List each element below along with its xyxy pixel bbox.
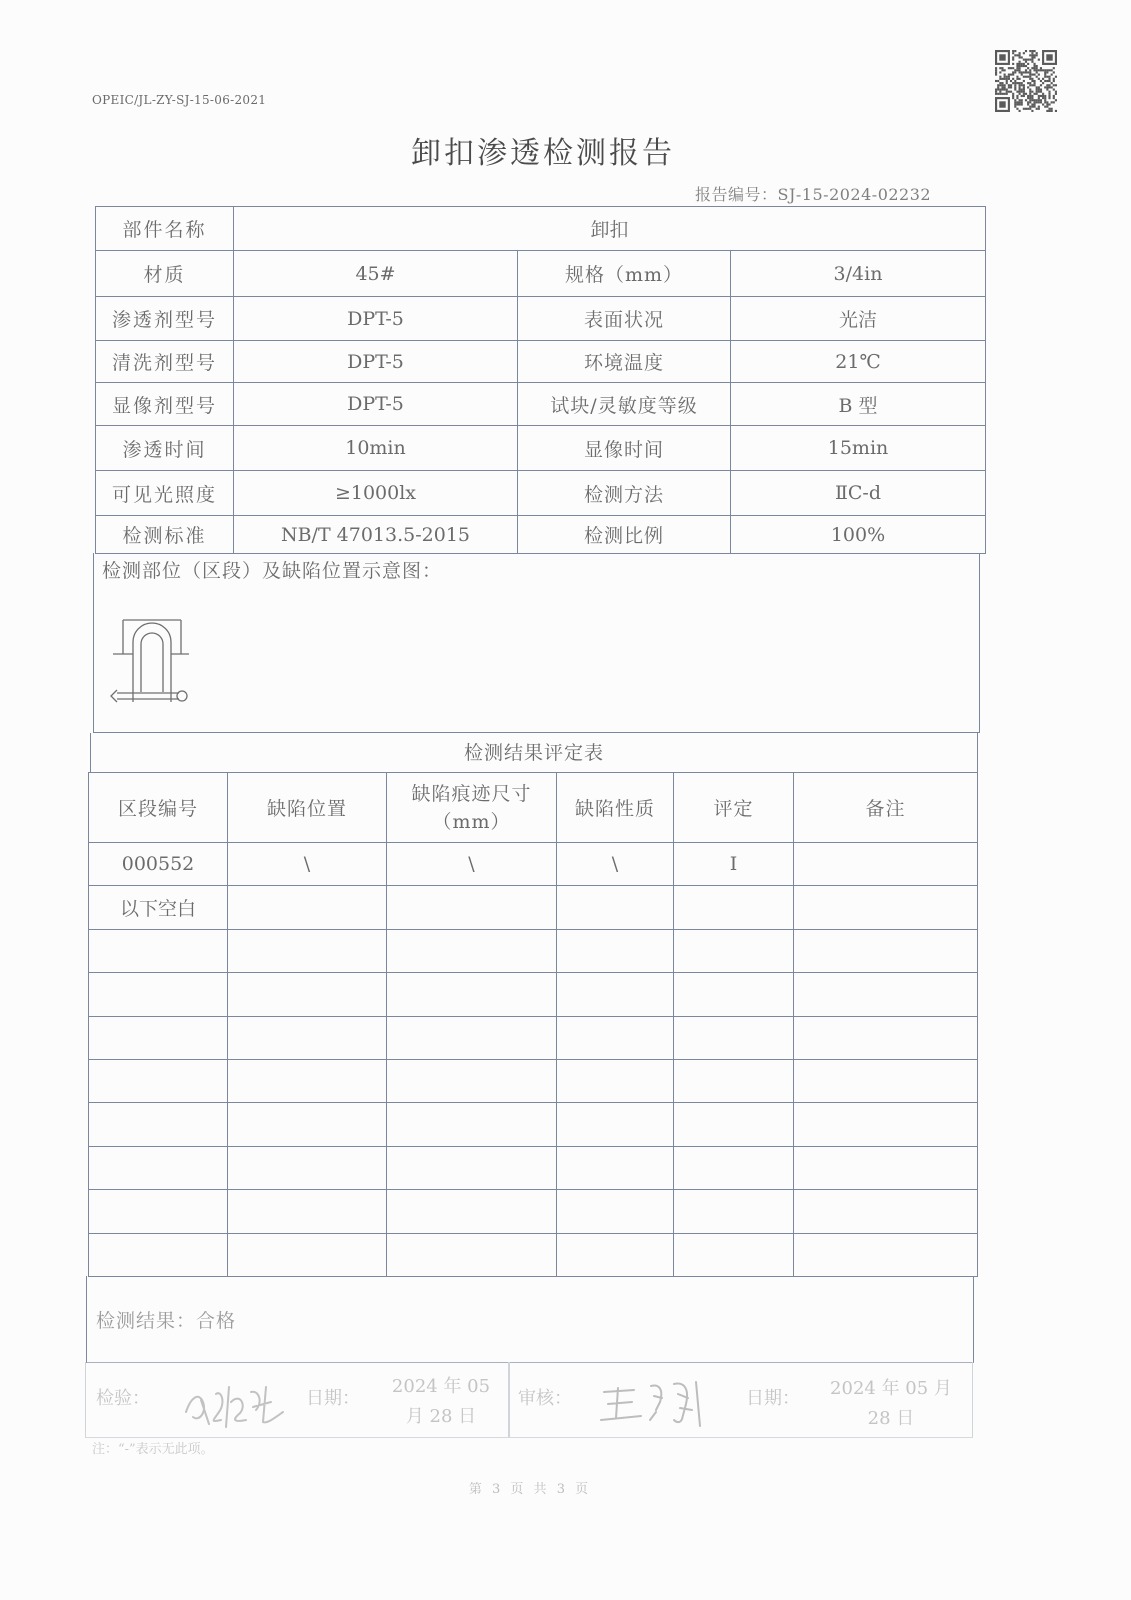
cell-defect-size: \ <box>387 843 557 886</box>
blank-cell <box>387 1146 557 1189</box>
info-row <box>96 471 986 516</box>
developer-model-label: 显像剂型号 <box>96 383 234 426</box>
conclusion-section <box>86 1276 974 1363</box>
info-row <box>96 383 986 426</box>
page-number: 第 3 页 共 3 页 <box>468 1482 592 1497</box>
surface-condition-label: 表面状况 <box>518 297 731 341</box>
blank-cell <box>794 973 978 1016</box>
blank-cell <box>228 973 387 1016</box>
info-row <box>96 297 986 341</box>
form-code: OPEIC/JL-ZY-SJ-15-06-2021 <box>92 93 267 107</box>
blank-cell <box>674 1059 794 1102</box>
illuminance-label: 可见光照度 <box>96 471 234 516</box>
signoff-divider <box>508 1362 510 1437</box>
blank-cell <box>557 929 674 972</box>
header-defect-location: 缺陷位置 <box>228 773 387 843</box>
blank-row <box>89 973 978 1016</box>
blank-cell <box>387 1016 557 1059</box>
blank-cell <box>557 973 674 1016</box>
blank-cell <box>89 1233 228 1276</box>
ambient-temperature-label: 环境温度 <box>518 341 731 383</box>
blank-cell <box>89 1059 228 1102</box>
material-label: 材质 <box>96 251 234 297</box>
inspector-date-line1: 2024 年 05 <box>391 1376 491 1397</box>
results-header-row <box>89 773 978 843</box>
reviewer-signature <box>596 1374 711 1429</box>
blank-row <box>89 1016 978 1059</box>
cell-remarks <box>794 886 978 929</box>
header-segment-no: 区段编号 <box>89 773 228 843</box>
header-defect-size <box>387 773 557 843</box>
test-method-label: 检测方法 <box>518 471 731 516</box>
material-value: 45# <box>234 251 518 297</box>
blank-cell <box>387 1190 557 1233</box>
penetrant-model-value: DPT-5 <box>234 297 518 341</box>
blank-cell <box>674 1103 794 1146</box>
blank-cell <box>387 1103 557 1146</box>
report-number <box>695 182 931 205</box>
conclusion-value: 合格 <box>196 1310 237 1332</box>
developer-model-value: DPT-5 <box>234 383 518 426</box>
part-name-value: 卸扣 <box>234 207 986 251</box>
blank-cell <box>794 1233 978 1276</box>
reviewer-date-label: 日期： <box>746 1388 800 1409</box>
info-row <box>96 516 986 554</box>
blank-cell <box>557 1190 674 1233</box>
blank-cell <box>387 1233 557 1276</box>
test-method-value: ⅡC-d <box>731 471 986 516</box>
blank-cell <box>89 1190 228 1233</box>
blank-cell <box>674 1190 794 1233</box>
blank-row <box>89 1233 978 1276</box>
blank-cell <box>557 1103 674 1146</box>
blank-cell <box>557 1016 674 1059</box>
blank-cell <box>674 1146 794 1189</box>
blank-cell <box>228 1146 387 1189</box>
report-number-label: 报告编号： <box>695 185 778 204</box>
blank-cell <box>557 1146 674 1189</box>
footnote: 注：“-”表示无此项。 <box>92 1442 214 1457</box>
blank-row <box>89 929 978 972</box>
ambient-temperature-value: 21℃ <box>731 341 986 383</box>
blank-cell <box>89 973 228 1016</box>
table-row <box>89 886 978 929</box>
cell-remarks <box>794 843 978 886</box>
blank-cell <box>674 973 794 1016</box>
blank-cell <box>794 929 978 972</box>
cleaner-model-label: 清洗剂型号 <box>96 341 234 383</box>
test-standard-value: NB/T 47013.5-2015 <box>234 516 518 554</box>
cell-defect-size <box>387 886 557 929</box>
test-block-label: 试块/灵敏度等级 <box>518 383 731 426</box>
info-row <box>96 251 986 297</box>
blank-cell <box>557 1233 674 1276</box>
conclusion-label: 检测结果： <box>96 1310 197 1332</box>
development-time-label: 显像时间 <box>518 426 731 471</box>
report-title: 卸扣渗透检测报告 <box>411 136 675 171</box>
blank-cell <box>794 1016 978 1059</box>
spec-value: 3/4in <box>731 251 986 297</box>
signoff-section <box>85 1362 973 1438</box>
shackle-diagram <box>109 598 194 716</box>
info-row <box>96 341 986 383</box>
blank-cell <box>557 1059 674 1102</box>
blank-cell <box>794 1146 978 1189</box>
test-standard-label: 检测标准 <box>96 516 234 554</box>
table-row <box>89 843 978 886</box>
blank-cell <box>228 1059 387 1102</box>
inspector-date-label: 日期： <box>306 1388 360 1409</box>
results-table <box>88 772 978 1277</box>
blank-cell <box>387 973 557 1016</box>
header-remarks: 备注 <box>794 773 978 843</box>
part-name-label: 部件名称 <box>96 207 234 251</box>
blank-cell <box>794 1103 978 1146</box>
conclusion <box>96 1306 236 1333</box>
test-block-value: B 型 <box>731 383 986 426</box>
cell-rating <box>674 886 794 929</box>
blank-cell <box>89 1103 228 1146</box>
blank-cell <box>794 1190 978 1233</box>
penetration-time-value: 10min <box>234 426 518 471</box>
blank-row <box>89 1059 978 1102</box>
info-row <box>96 426 986 471</box>
blank-row <box>89 1190 978 1233</box>
cell-defect-location: \ <box>228 843 387 886</box>
inspector-signature <box>181 1372 291 1432</box>
blank-cell <box>228 1016 387 1059</box>
blank-cell <box>89 1146 228 1189</box>
development-time-value: 15min <box>731 426 986 471</box>
cleaner-model-value: DPT-5 <box>234 341 518 383</box>
report-number-value: SJ-15-2024-02232 <box>777 185 932 204</box>
surface-condition-value: 光洁 <box>731 297 986 341</box>
blank-cell <box>387 929 557 972</box>
inspector-date-line2: 月 28 日 <box>405 1406 477 1427</box>
reviewer-label: 审核： <box>518 1388 572 1409</box>
blank-cell <box>228 1103 387 1146</box>
blank-row <box>89 1103 978 1146</box>
header-defect-nature: 缺陷性质 <box>557 773 674 843</box>
test-ratio-value: 100% <box>731 516 986 554</box>
blank-cell <box>674 1016 794 1059</box>
cell-defect-nature: \ <box>557 843 674 886</box>
results-table-title: 检测结果评定表 <box>90 733 978 773</box>
cell-rating: Ⅰ <box>674 843 794 886</box>
blank-cell <box>228 929 387 972</box>
info-row-part-name <box>96 207 986 251</box>
diagram-label: 检测部位（区段）及缺陷位置示意图： <box>102 560 443 582</box>
blank-cell <box>674 929 794 972</box>
reviewer-date-line1: 2024 年 05 月 <box>830 1378 952 1399</box>
test-ratio-label: 检测比例 <box>518 516 731 554</box>
header-defect-size-line2: （mm） <box>432 810 511 833</box>
blank-cell <box>89 1016 228 1059</box>
penetration-time-label: 渗透时间 <box>96 426 234 471</box>
blank-cell <box>387 1059 557 1102</box>
illuminance-value: ≥1000lx <box>234 471 518 516</box>
inspector-label: 检验： <box>96 1388 150 1409</box>
blank-cell <box>89 929 228 972</box>
spec-label: 规格（mm） <box>518 251 731 297</box>
cell-defect-nature <box>557 886 674 929</box>
header-rating: 评定 <box>674 773 794 843</box>
blank-cell <box>228 1190 387 1233</box>
blank-row <box>89 1146 978 1189</box>
inspection-info-table <box>95 206 986 554</box>
cell-segment-no: 以下空白 <box>89 886 228 929</box>
reviewer-date-line2: 28 日 <box>867 1408 915 1429</box>
blank-cell <box>674 1233 794 1276</box>
header-defect-size-line1: 缺陷痕迹尺寸 <box>411 782 532 805</box>
defect-location-diagram-section <box>93 553 980 733</box>
cell-segment-no: 000552 <box>89 843 228 886</box>
penetrant-model-label: 渗透剂型号 <box>96 297 234 341</box>
blank-cell <box>794 1059 978 1102</box>
blank-cell <box>228 1233 387 1276</box>
cell-defect-location <box>228 886 387 929</box>
qr-code <box>995 50 1057 112</box>
